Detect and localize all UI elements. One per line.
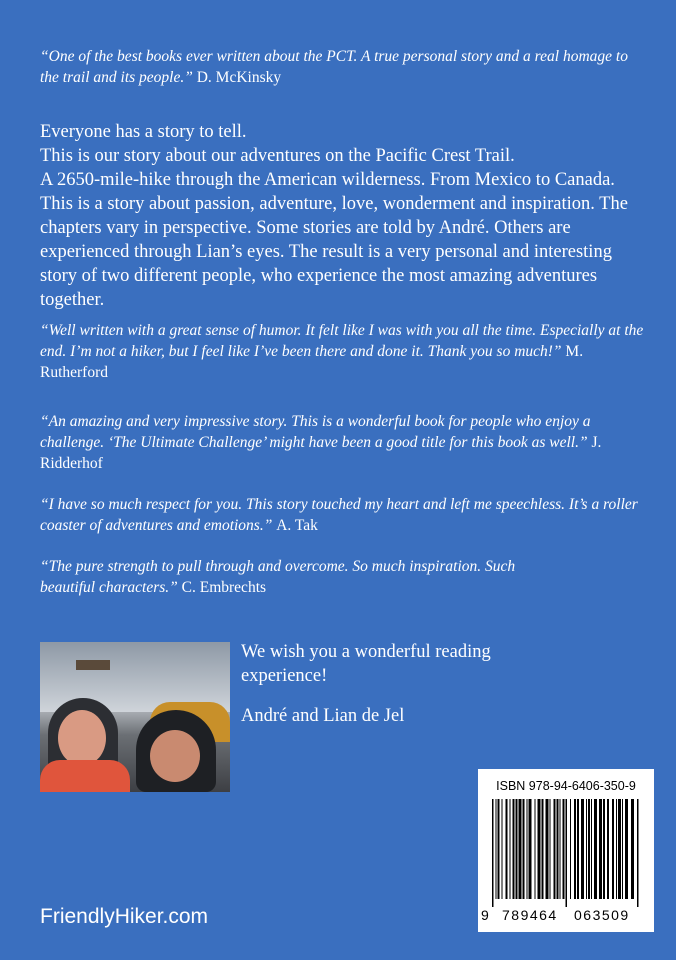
barcode-bar [502, 799, 503, 899]
closing-message [241, 640, 561, 728]
barcode-digit-first: 9 [481, 907, 489, 923]
barcode-bar [616, 799, 617, 899]
barcode-bar [581, 799, 584, 899]
barcode-bar [510, 799, 511, 899]
quote-author: A. Tak [276, 517, 318, 534]
barcode-bar [498, 799, 500, 899]
barcode-bar [563, 799, 565, 899]
barcode-bar [603, 799, 605, 899]
quote-author: C. Embrechts [181, 579, 267, 596]
barcode-bar [535, 799, 536, 899]
barcode-bar [607, 799, 609, 899]
barcode-bar [631, 799, 634, 899]
author-signature: André and Lian de Jel [241, 706, 405, 726]
barcode-bar [599, 799, 602, 899]
barcode-bar [538, 799, 541, 899]
description-paragraph: A 2650-mile-hike through the American wilderness. From Mexico to Canada. This is a story about passion, adventure, love, wonderment and inspiration. The chapters vary in perspective. Some stories are told by André. Others are experienced through Lian’s eyes. The result is a very personal and interesting story of two different people, who experience the most amazing adventures together. [40, 170, 628, 310]
barcode-bar [566, 799, 568, 907]
quote-author: J. Ridderhof [40, 434, 602, 472]
description-line: Everyone has a story to tell. [40, 122, 247, 142]
barcode-bar [542, 799, 544, 899]
barcode-bar [550, 799, 551, 899]
quote-author: D. McKinsky [196, 69, 282, 86]
quote-tak: “I have so much respect for you. This story touched my heart and left me speechless. It’s a roller coaster of adventures and emotions.” A. Tak [40, 496, 638, 534]
barcode-bar [588, 799, 590, 899]
barcode-bar [637, 799, 639, 907]
barcode-bar [519, 799, 522, 899]
quote-embrechts: “The pure strength to pull through and overcome. So much inspiration. Such beautiful characters.” C. Embrechts [40, 558, 516, 596]
barcode-bar [557, 799, 559, 899]
barcode-bar [513, 799, 515, 899]
barcode-bar [516, 799, 518, 899]
book-description [40, 120, 646, 312]
barcode-bar [586, 799, 587, 899]
description-line: This is our story about our adventures on the Pacific Crest Trail. [40, 146, 515, 166]
isbn-barcode [478, 769, 654, 932]
website-url: FriendlyHiker.com [40, 905, 209, 928]
barcode-digit-group-1: 789464 [502, 907, 558, 923]
barcode-bar [546, 799, 549, 899]
quote-rutherford: “Well written with a great sense of humor. It felt like I was with you all the time. Especially at the end. I’m not a hiker, but I feel like I’ve been there and done it. Thank you so much!” M. Rutherford [40, 322, 644, 381]
quote-author: M. Rutherford [40, 343, 584, 381]
barcode-bar [560, 799, 561, 899]
barcode-bar [618, 799, 621, 899]
barcode-bar [529, 799, 532, 899]
barcode-bars [490, 799, 642, 907]
barcode-bar [523, 799, 525, 899]
isbn-label: ISBN 978-94-6406-350-9 [496, 779, 636, 793]
barcode-bar [527, 799, 528, 899]
barcode-bar [570, 799, 571, 899]
quote-mckinsky: “One of the best books ever written about the PCT. A true personal story and a real homage to the trail and its people.” D. McKinsky [40, 48, 628, 86]
barcode-bar [574, 799, 576, 899]
barcode-bar [591, 799, 592, 899]
barcode-bar [622, 799, 623, 899]
wish-text: We wish you a wonderful reading experience! [241, 642, 491, 686]
barcode-bar [625, 799, 628, 899]
barcode-bar [594, 799, 597, 899]
barcode-bar [506, 799, 508, 899]
authors-photo [40, 642, 230, 792]
barcode-bar [554, 799, 556, 899]
quote-ridderhof: “An amazing and very impressive story. This is a wonderful book for people who enjoy a challenge. ‘The Ultimate Challenge’ might have been a good title for this book as well.” J. Ridderhof [40, 413, 602, 472]
barcode-bar [492, 799, 494, 907]
barcode-bar [496, 799, 497, 899]
barcode-bar [612, 799, 614, 899]
barcode-bar [577, 799, 579, 899]
barcode-digit-group-2: 063509 [574, 907, 630, 923]
